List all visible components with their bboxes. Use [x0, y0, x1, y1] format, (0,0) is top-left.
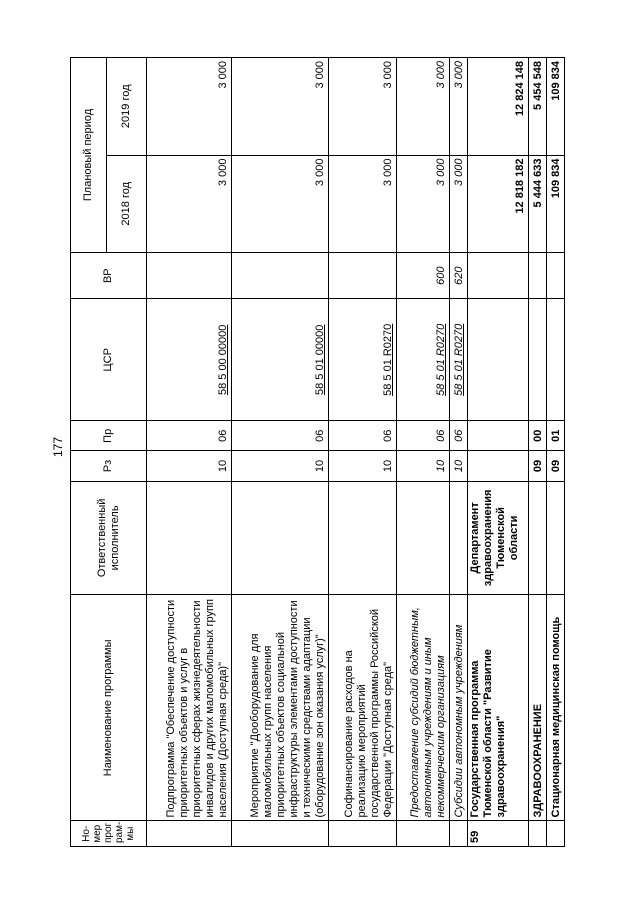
table-row — [396, 58, 449, 847]
cell-exec — [396, 481, 449, 595]
cell-rz: 10 — [147, 451, 232, 481]
cell-2018: 12 818 182 — [467, 155, 528, 252]
cell-2019: 5 454 548 — [528, 58, 546, 156]
cell-pr: 06 — [329, 421, 397, 451]
cell-rz: 10 — [231, 451, 328, 481]
cell-rz: 09 — [546, 451, 564, 481]
cell-csr: 58 5 01 R0270 — [329, 299, 397, 421]
cell-2019: 3 000 — [147, 58, 232, 156]
cell-num — [449, 821, 467, 847]
cell-exec — [231, 481, 328, 595]
table-row — [147, 58, 232, 847]
table-row — [467, 58, 528, 847]
cell-exec — [449, 481, 467, 595]
budget-table — [70, 57, 565, 847]
cell-exec — [329, 481, 397, 595]
cell-2019: 109 834 — [546, 58, 564, 156]
header-csr: ЦСР — [71, 299, 147, 421]
cell-2018: 3 000 — [449, 155, 467, 252]
cell-vr — [329, 252, 397, 298]
cell-2018: 109 834 — [546, 155, 564, 252]
cell-2019: 3 000 — [396, 58, 449, 156]
cell-pr: 00 — [528, 421, 546, 451]
cell-rz — [467, 451, 528, 481]
cell-num: 59 — [467, 821, 528, 847]
header-name: Наименование программы — [71, 595, 147, 821]
cell-name: ЗДРАВООХРАНЕНИЕ — [528, 595, 546, 821]
table-row — [528, 58, 546, 847]
cell-2018: 3 000 — [147, 155, 232, 252]
cell-pr: 06 — [396, 421, 449, 451]
cell-2019: 3 000 — [449, 58, 467, 156]
cell-name: Субсидии автономным учреждениям — [449, 595, 467, 821]
cell-name: Мероприятие "Дооборудование для маломобильных групп населения приоритетных объектов социальной инфраструктуры элементами доступности и техническими средствами адаптации (оборудование зон оказания услуг)" — [231, 595, 328, 821]
cell-name: Стационарная медицинская помощь — [546, 595, 564, 821]
cell-2019: 3 000 — [329, 58, 397, 156]
cell-vr: 620 — [449, 252, 467, 298]
cell-name: Предоставление субсидий бюджетным, автономным учреждениям и иным некоммерческим организациям — [396, 595, 449, 821]
cell-2018: 3 000 — [329, 155, 397, 252]
table-row — [231, 58, 328, 847]
cell-2019: 12 824 148 — [467, 58, 528, 156]
cell-num — [329, 821, 397, 847]
cell-vr — [147, 252, 232, 298]
cell-pr: 01 — [546, 421, 564, 451]
cell-exec — [546, 481, 564, 595]
header-vr: ВР — [71, 252, 147, 298]
cell-name: Софинансирование расходов на реализацию мероприятий государственной программы Российской Федерации "Доступная среда" — [329, 595, 397, 821]
cell-num — [546, 821, 564, 847]
cell-csr — [528, 299, 546, 421]
cell-2018: 3 000 — [231, 155, 328, 252]
cell-num — [231, 821, 328, 847]
cell-pr: 06 — [449, 421, 467, 451]
table-row — [329, 58, 397, 847]
cell-exec — [147, 481, 232, 595]
cell-rz: 10 — [449, 451, 467, 481]
cell-csr: 58 5 01 R0270 — [396, 299, 449, 421]
cell-csr — [467, 299, 528, 421]
cell-csr — [546, 299, 564, 421]
cell-2018: 3 000 — [396, 155, 449, 252]
page — [70, 57, 565, 847]
cell-exec: Департамент здравоохранения Тюменской области — [467, 481, 528, 595]
cell-vr — [546, 252, 564, 298]
header-2018: 2018 год — [106, 155, 146, 252]
cell-num — [147, 821, 232, 847]
cell-rz: 09 — [528, 451, 546, 481]
header-pr: Пр — [71, 421, 147, 451]
header-2019: 2019 год — [106, 58, 146, 156]
rotated-table-container — [70, 57, 565, 847]
header-num: Но- мер прог рам- мы — [71, 821, 147, 847]
page-number: 177 — [51, 436, 65, 457]
cell-csr: 58 5 01 R0270 — [449, 299, 467, 421]
table-row — [449, 58, 467, 847]
cell-vr — [467, 252, 528, 298]
cell-num — [396, 821, 449, 847]
cell-rz: 10 — [329, 451, 397, 481]
header-rz: Рз — [71, 451, 147, 481]
cell-vr — [528, 252, 546, 298]
cell-vr: 600 — [396, 252, 449, 298]
cell-2019: 3 000 — [231, 58, 328, 156]
table-row — [546, 58, 564, 847]
cell-num — [528, 821, 546, 847]
cell-2018: 5 444 633 — [528, 155, 546, 252]
header-exec: Ответственный исполнитель — [71, 481, 147, 595]
cell-exec — [528, 481, 546, 595]
cell-name: Подпрограмма "Обеспечение доступности приоритетных объектов и услуг в приоритетных сферах жизнедеятельности инвалидов и других маломобильных групп населения (Доступная среда)" — [147, 595, 232, 821]
header-plan: Плановый период — [71, 58, 107, 253]
cell-pr: 06 — [231, 421, 328, 451]
cell-rz: 10 — [396, 451, 449, 481]
cell-name: Государственная программа Тюменской области "Развитие здравоохранения" — [467, 595, 528, 821]
cell-csr: 58 5 00 00000 — [147, 299, 232, 421]
cell-csr: 58 5 01 00000 — [231, 299, 328, 421]
cell-pr — [467, 421, 528, 451]
cell-pr: 06 — [147, 421, 232, 451]
cell-vr — [231, 252, 328, 298]
